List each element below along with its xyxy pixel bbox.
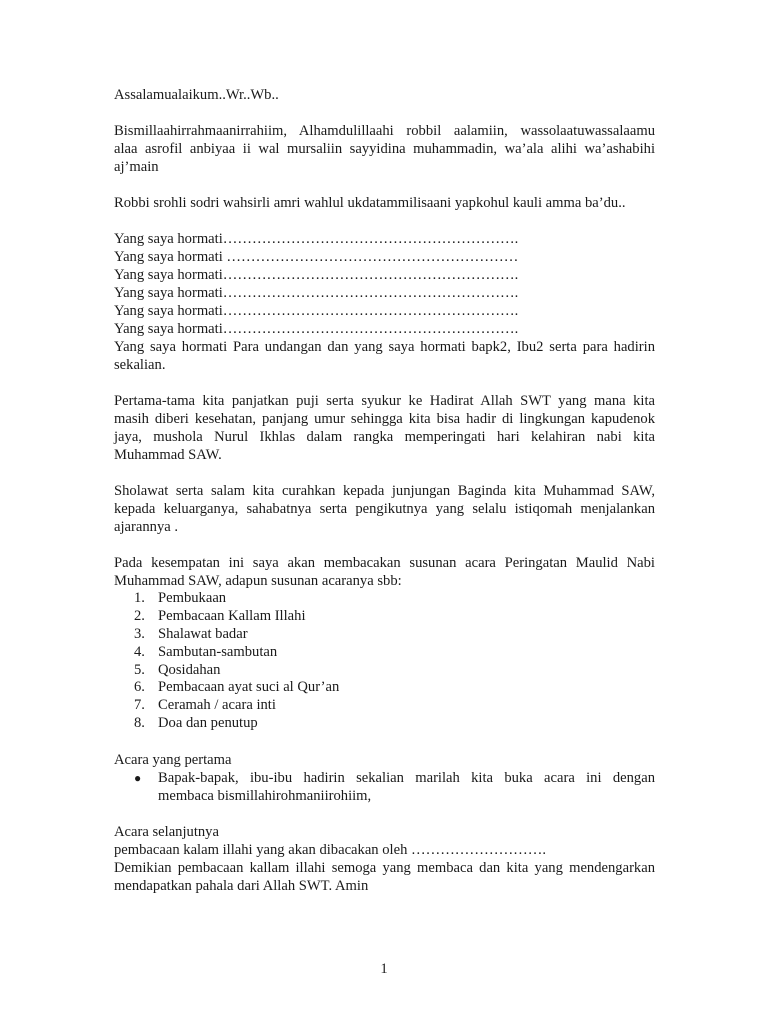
paragraph-line: Muhammad SAW. xyxy=(114,447,222,463)
gratitude-paragraph xyxy=(114,392,655,464)
list-item-number: 1. xyxy=(134,590,145,606)
paragraph-line: Pertama-tama kita panjatkan puji serta syukur ke Hadirat Allah SWT yang mana kita xyxy=(114,393,655,409)
honorific-line: Yang saya hormati……………………………………………………. xyxy=(114,285,519,301)
list-item-text: Ceramah / acara inti xyxy=(158,697,276,714)
paragraph-line: aj’main xyxy=(114,159,159,175)
paragraph-line: kepada keluarganya, sahabatnya serta pengikutnya yang selalu istiqomah menjalankan xyxy=(114,501,655,517)
paragraph-line: Bismillaahirrahmaanirrahiim, Alhamdulillaahi robbil aalamiin, wassolaatuwassalaamu xyxy=(114,123,655,139)
sholawat-paragraph xyxy=(114,482,655,536)
list-item xyxy=(114,608,655,626)
bullet-line: Bapak-bapak, ibu-ibu hadirin sekalian marilah kita buka acara ini dengan xyxy=(158,770,655,787)
list-item xyxy=(114,715,655,733)
paragraph-line: masih diberi kesehatan, panjang umur sehingga kita bisa hadir di lingkungan kapudenok xyxy=(114,411,655,427)
paragraph-line: alaa asrofil anbiyaa ii wal mursaliin sayyidina muhammadin, wa’ala alihi wa’ashabihi xyxy=(114,141,655,157)
list-item-text: Pembacaan Kallam Illahi xyxy=(158,607,306,624)
bullet-icon: ● xyxy=(134,771,142,786)
bullet-line: membaca bismillahirohmaniirohiim, xyxy=(158,788,372,805)
list-item-number: 8. xyxy=(134,715,145,732)
list-item xyxy=(114,626,655,644)
list-item-text: Doa dan penutup xyxy=(158,715,258,732)
list-item-number: 7. xyxy=(134,697,145,714)
honorific-line: Yang saya hormati……………………………………………………. xyxy=(114,303,519,319)
list-item-text: Pembacaan ayat suci al Qur’an xyxy=(158,679,340,696)
paragraph-line: pembacaan kalam illahi yang akan dibacakan oleh ………………………. xyxy=(114,842,547,859)
list-item xyxy=(114,662,655,680)
paragraph-line: ajarannya . xyxy=(114,519,179,535)
first-item-heading: Acara yang pertama xyxy=(114,752,232,769)
list-item-number: 3. xyxy=(134,625,145,642)
list-item-number: 6. xyxy=(134,679,145,696)
list-item xyxy=(114,697,655,715)
honorific-line: Yang saya hormati …………………………………………………… xyxy=(114,249,519,265)
list-item-number: 5. xyxy=(134,661,145,678)
document-page xyxy=(114,86,655,895)
paragraph-line: jaya, mushola Nurul Ikhlas dalam rangka memperingati hari kelahiran nabi kita xyxy=(114,429,655,445)
paragraph-line: Pada kesempatan ini saya akan membacakan susunan acara Peringatan Maulid Nabi xyxy=(114,555,655,571)
next-item-heading: Acara selanjutnya xyxy=(114,824,219,841)
list-item xyxy=(114,644,655,662)
list-item-number: 2. xyxy=(134,607,145,624)
list-item xyxy=(114,769,655,805)
list-item-text: Sambutan-sambutan xyxy=(158,643,278,660)
page-number: 1 xyxy=(380,961,388,977)
paragraph-line: Muhammad SAW, adapun susunan acaranya sbb: xyxy=(114,573,402,589)
honorific-line: Yang saya hormati Para undangan dan yang saya hormati bapk2, Ibu2 serta para hadirin xyxy=(114,339,655,355)
paragraph-line: mendapatkan pahala dari Allah SWT. Amin xyxy=(114,878,369,895)
list-item-number: 4. xyxy=(134,643,145,660)
prayer-line: Robbi srohli sodri wahsirli amri wahlul ukdatammilisaani yapkohul kauli amma ba’du.. xyxy=(114,195,626,211)
agenda-list xyxy=(114,590,655,733)
list-item-text: Qosidahan xyxy=(158,661,221,678)
agenda-intro-paragraph xyxy=(114,554,655,590)
closing-paragraph xyxy=(114,841,655,895)
honorifics-list xyxy=(114,230,655,374)
list-item xyxy=(114,679,655,697)
paragraph-line: Demikian pembacaan kallam illahi semoga yang membaca dan kita yang mendengarkan xyxy=(114,860,655,877)
greeting: Assalamualaikum..Wr..Wb.. xyxy=(114,87,279,103)
first-item-list xyxy=(114,769,655,805)
honorific-line: Yang saya hormati……………………………………………………. xyxy=(114,231,519,247)
honorific-line: sekalian. xyxy=(114,357,166,373)
list-item-text: Pembukaan xyxy=(158,590,227,606)
list-item xyxy=(114,590,655,608)
opening-paragraph xyxy=(114,122,655,176)
honorific-line: Yang saya hormati……………………………………………………. xyxy=(114,267,519,283)
paragraph-line: Sholawat serta salam kita curahkan kepada junjungan Baginda kita Muhammad SAW, xyxy=(114,483,655,499)
list-item-text: Shalawat badar xyxy=(158,625,248,642)
honorific-line: Yang saya hormati……………………………………………………. xyxy=(114,321,519,337)
